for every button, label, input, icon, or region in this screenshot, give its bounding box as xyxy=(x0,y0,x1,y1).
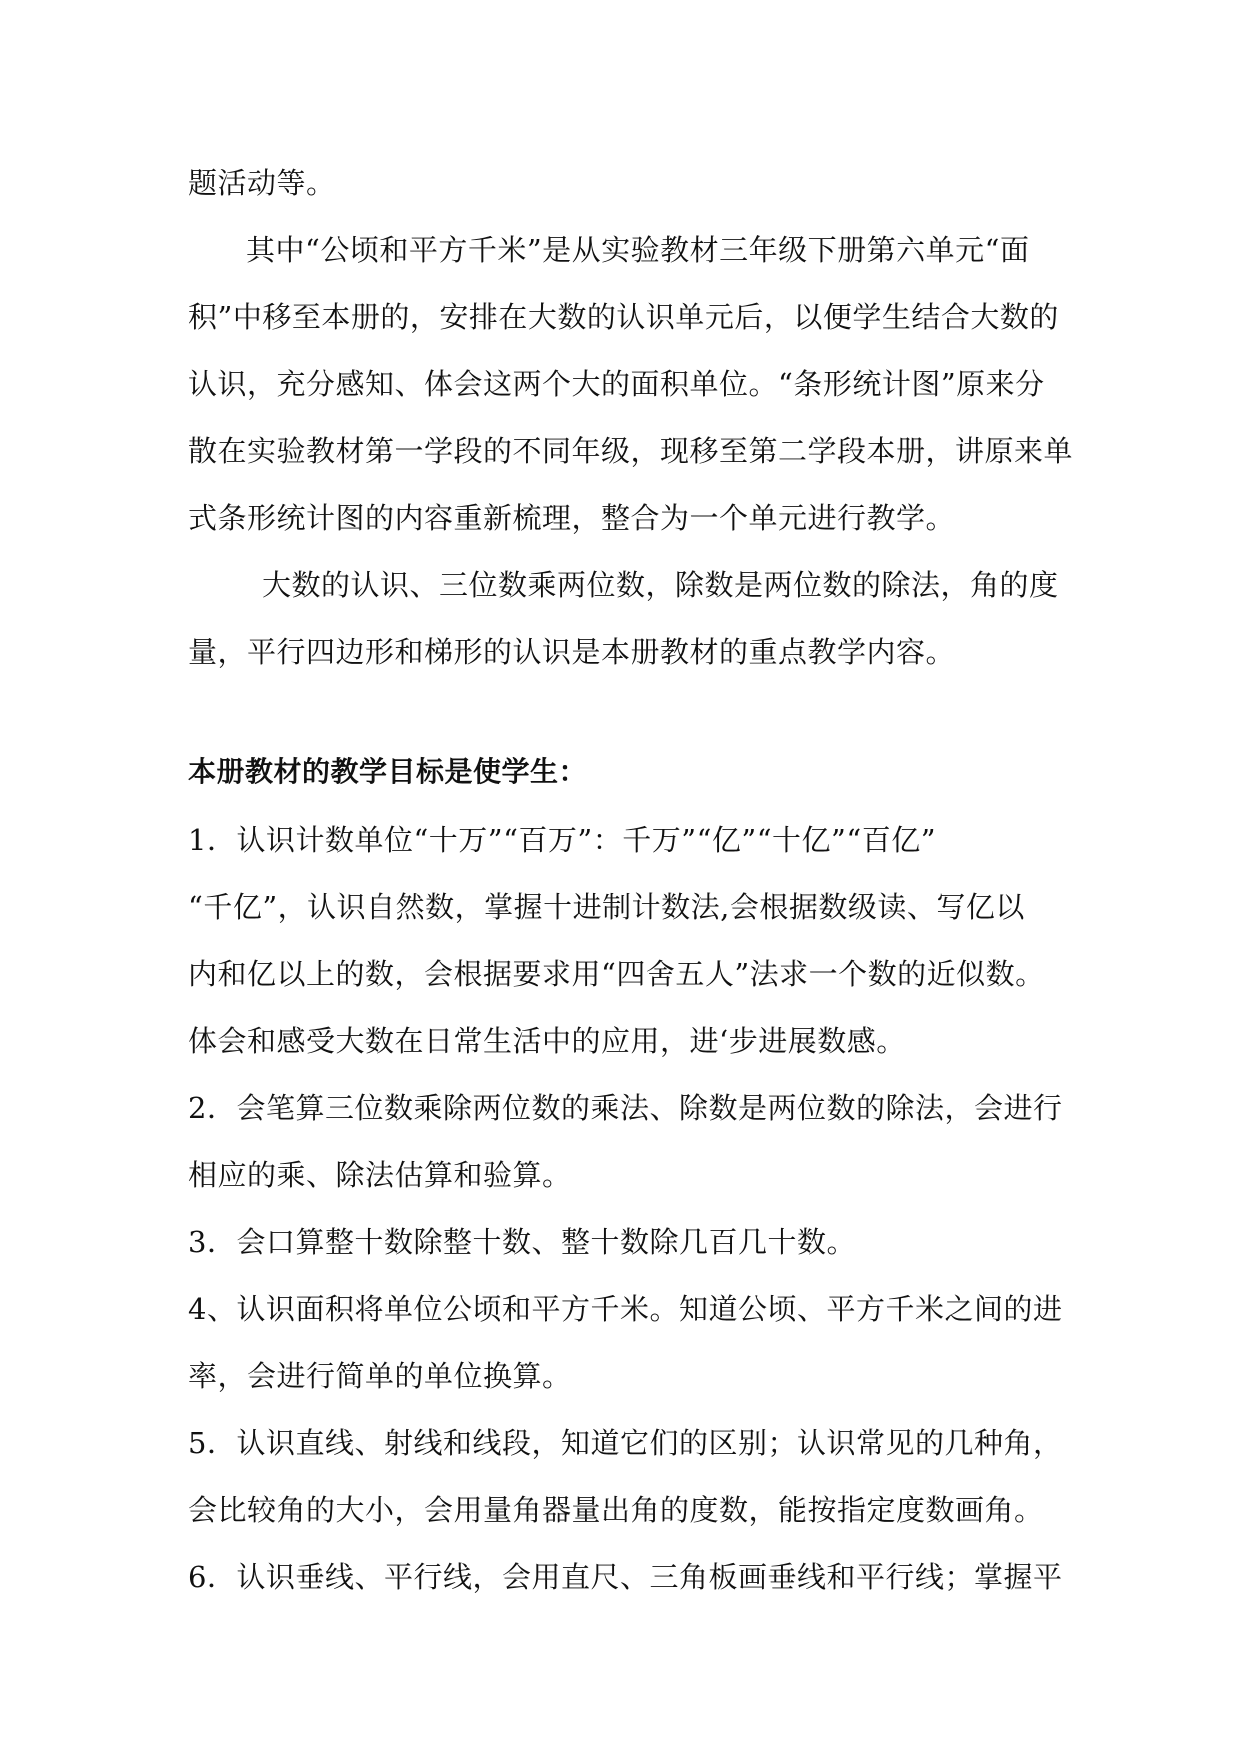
paragraph-line: 认识，充分感知、体会这两个大的面积单位。“条形统计图”原来分 xyxy=(188,367,1045,401)
goal-line: 相应的乘、除法估算和验算。 xyxy=(188,1158,572,1192)
paragraph-line: 题活动等。 xyxy=(188,166,336,200)
goal-line: “千亿”，认识自然数，掌握十进制计数法,会根据数级读、写亿以 xyxy=(188,890,1025,924)
goal-line: 体会和感受大数在日常生活中的应用，进‘步进展数感。 xyxy=(188,1024,906,1058)
paragraph-line: 大数的认识、三位数乘两位数，除数是两位数的除法，角的度 xyxy=(262,568,1059,602)
goal-line: 内和亿以上的数，会根据要求用“四舍五人”法求一个数的近似数。 xyxy=(188,957,1045,991)
goal-line: 6．认识垂线、平行线，会用直尺、三角板画垂线和平行线；掌握平 xyxy=(188,1560,1063,1594)
goal-line: 2．会笔算三位数乘除两位数的乘法、除数是两位数的除法，会进行 xyxy=(188,1091,1063,1125)
paragraph-line: 式条形统计图的内容重新梳理，整合为一个单元进行教学。 xyxy=(188,501,956,535)
paragraph-line: 量，平行四边形和梯形的认识是本册教材的重点教学内容。 xyxy=(188,635,956,669)
goal-line: 1．认识计数单位“十万”“百万”：千万”“亿”“十亿”“百亿” xyxy=(188,823,937,857)
paragraph-line: 积”中移至本册的，安排在大数的认识单元后，以便学生结合大数的 xyxy=(188,300,1059,334)
paragraph-line: 其中“公顷和平方千米”是从实验教材三年级下册第六单元“面 xyxy=(246,233,1030,267)
goal-line: 3．会口算整十数除整十数、整十数除几百几十数。 xyxy=(188,1225,856,1259)
goal-line: 4、认识面积将单位公顷和平方千米。知道公顷、平方千米之间的进 xyxy=(188,1292,1063,1326)
goal-line: 率，会进行简单的单位换算。 xyxy=(188,1359,572,1393)
paragraph-line: 散在实验教材第一学段的不同年级，现移至第二学段本册，讲原来单 xyxy=(188,434,1074,468)
goal-line: 5．认识直线、射线和线段，知道它们的区别；认识常见的几种角， xyxy=(188,1426,1063,1460)
section-heading: 本册教材的教学目标是使学生： xyxy=(188,755,588,788)
goal-line: 会比较角的大小，会用量角器量出角的度数，能按指定度数画角。 xyxy=(188,1493,1044,1527)
